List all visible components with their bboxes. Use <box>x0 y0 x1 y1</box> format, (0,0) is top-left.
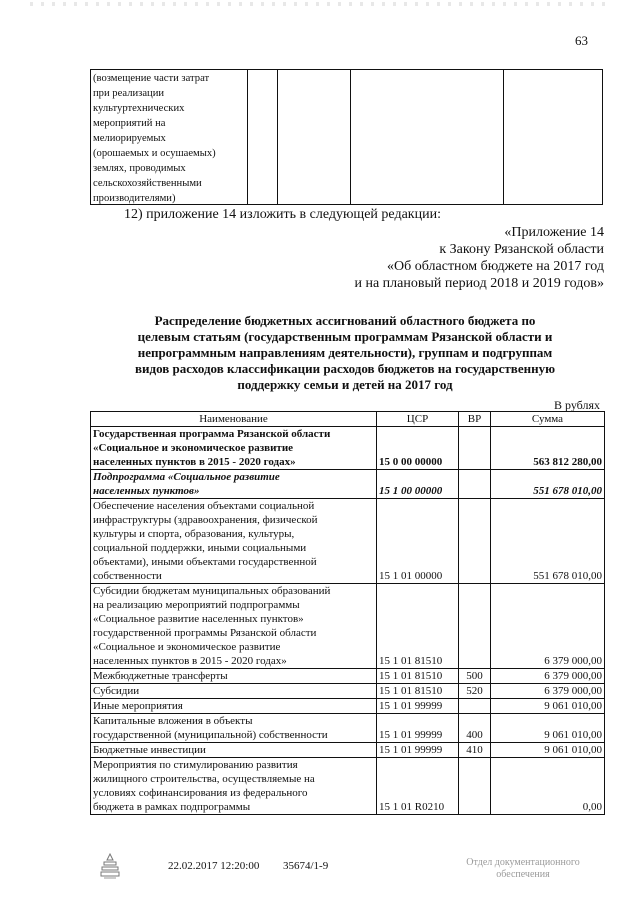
table-row <box>91 714 605 743</box>
row-sum: 0,00 <box>491 758 605 815</box>
table-row <box>91 584 605 669</box>
header-sum: Сумма <box>491 412 605 427</box>
header-vr: ВР <box>459 412 491 427</box>
title-line: поддержку семьи и детей на 2017 год <box>237 377 453 392</box>
row-sum: 6 379 000,00 <box>491 669 605 684</box>
header-name: Наименование <box>91 412 377 427</box>
header-csr: ЦСР <box>377 412 459 427</box>
row-vr: 400 <box>459 714 491 743</box>
row-vr: 410 <box>459 743 491 758</box>
row-name: Мероприятия по стимулированию развития жилищного строительства, осуществляемые на условиях софинансирования из федерального бюджета в рамках подпрограммы <box>91 758 377 815</box>
row-sum: 9 061 010,00 <box>491 714 605 743</box>
row-sum: 6 379 000,00 <box>491 584 605 669</box>
page-number: 63 <box>575 33 588 48</box>
row-name: Бюджетные инвестиции <box>91 743 377 758</box>
row-csr: 15 1 00 00000 <box>377 470 459 499</box>
column-divider <box>277 70 278 204</box>
row-name: Государственная программа Рязанской области «Социальное и экономическое развитие населенных пунктов в 2015 - 2020 годах» <box>91 427 377 470</box>
column-divider <box>350 70 351 204</box>
appendix-line: к Закону Рязанской области <box>439 242 604 257</box>
document-title <box>80 313 610 393</box>
title-line: целевым статьям (государственным программам Рязанской области и <box>137 329 553 344</box>
table-row <box>91 684 605 699</box>
continuation-cell-text: (возмещение части затрат при реализации культуртехнических мероприятий на мелиорируемых (орошаемых и осушаемых) землях, проводимых сельскохозяйственными производителями) <box>93 73 216 204</box>
row-name: Иные мероприятия <box>91 699 377 714</box>
stamp-logo-icon <box>98 852 122 882</box>
row-sum: 9 061 010,00 <box>491 743 605 758</box>
row-csr: 15 1 01 99999 <box>377 743 459 758</box>
row-name: Обеспечение населения объектами социальной инфраструктуры (здравоохранения, физической культуры и спорта, образования, культуры, социальной поддержки, иными социальными объектами), иными объектами государственной собственности <box>91 499 377 584</box>
row-name: Межбюджетные трансферты <box>91 669 377 684</box>
row-vr: 520 <box>459 684 491 699</box>
row-csr: 15 1 01 99999 <box>377 699 459 714</box>
row-name: Капитальные вложения в объекты государственной (муниципальной) собственности <box>91 714 377 743</box>
table-header-row <box>91 412 605 427</box>
footer-department-stamp: Отдел документационного обеспечения <box>466 857 580 880</box>
row-sum: 9 061 010,00 <box>491 699 605 714</box>
table-row <box>91 499 605 584</box>
row-sum: 563 812 280,00 <box>491 427 605 470</box>
title-line: Распределение бюджетных ассигнований областного бюджета по <box>154 313 536 328</box>
row-csr: 15 1 01 99999 <box>377 714 459 743</box>
table-row <box>91 470 605 499</box>
continuation-table <box>90 69 603 205</box>
scan-edge-noise <box>30 2 610 6</box>
row-name: Подпрограмма «Социальное развитие населенных пунктов» <box>91 470 377 499</box>
appendix-line: и на плановый период 2018 и 2019 годов» <box>354 276 604 291</box>
row-vr <box>459 470 491 499</box>
column-divider <box>247 70 248 204</box>
table-row <box>91 427 605 470</box>
row-csr: 15 1 01 81510 <box>377 584 459 669</box>
row-vr <box>459 758 491 815</box>
row-sum: 6 379 000,00 <box>491 684 605 699</box>
table-row <box>91 699 605 714</box>
row-csr: 15 0 00 00000 <box>377 427 459 470</box>
row-vr <box>459 427 491 470</box>
units-label: В рублях <box>553 398 600 412</box>
row-vr <box>459 584 491 669</box>
row-name: Субсидии бюджетам муниципальных образований на реализацию мероприятий подпрограммы «Социальное развитие населенных пунктов» государственной программы Рязанской области «Социальное и экономическое развитие населенных пунктов в 2015 - 2020 годах» <box>91 584 377 669</box>
row-vr <box>459 499 491 584</box>
appendix-line: «Об областном бюджете на 2017 год <box>387 259 604 274</box>
title-line: непрограммным направлениям деятельности), группам и подгруппам <box>137 345 553 360</box>
footer-doc-number: 35674/1-9 <box>283 860 329 872</box>
appendix-line: «Приложение 14 <box>504 225 604 240</box>
row-name: Субсидии <box>91 684 377 699</box>
row-vr <box>459 699 491 714</box>
row-csr: 15 1 01 81510 <box>377 684 459 699</box>
footer-datetime: 22.02.2017 12:20:00 <box>168 860 260 872</box>
row-vr: 500 <box>459 669 491 684</box>
title-line: видов расходов классификации расходов бюджетов на государственную <box>134 361 556 376</box>
row-csr: 15 1 01 00000 <box>377 499 459 584</box>
table-row <box>91 758 605 815</box>
table-row <box>91 669 605 684</box>
table-row <box>91 743 605 758</box>
row-sum: 551 678 010,00 <box>491 499 605 584</box>
column-divider <box>503 70 504 204</box>
row-sum: 551 678 010,00 <box>491 470 605 499</box>
row-csr: 15 1 01 R0210 <box>377 758 459 815</box>
amendment-line: 12) приложение 14 изложить в следующей редакции: <box>124 207 441 222</box>
budget-table <box>90 411 605 815</box>
row-csr: 15 1 01 81510 <box>377 669 459 684</box>
